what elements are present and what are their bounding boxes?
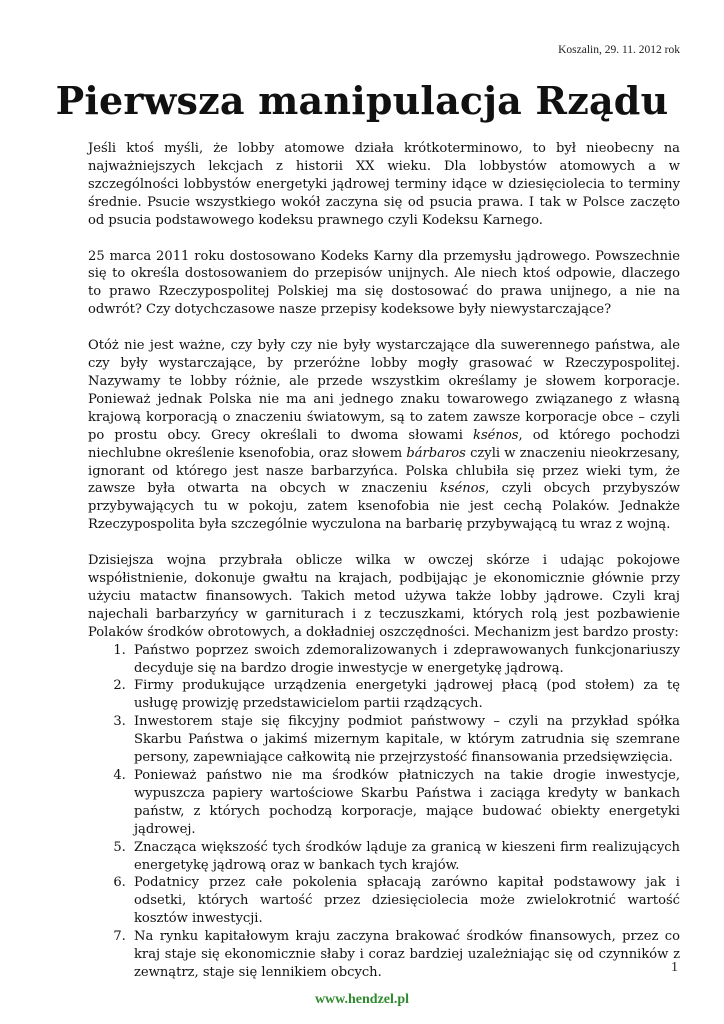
- paragraph-1: Jeśli ktoś myśli, że lobby atomowe działa krótkoterminowo, to był nieobecny na najważniejszych lekcjach z historii XX wieku. Dla lobbystów atomowych a w szczególności lobbystów energetyki jądrowej terminy idące w dziesięciolecia to terminy średnie. Psucie wszystkiego wokół zaczyna się od psucia prawa. I tak w Polsce zaczęto od psucia podstawowego kodeksu prawnego czyli Kodeksu Karnego.: [88, 141, 680, 228]
- list-item: 1. Państwo poprzez swoich zdemoralizowanych i zdeprawowanych funkcjonariuszy decyduje się na bardzo drogie inwestycje w energetykę jądrową.: [130, 642, 680, 678]
- mechanism-list: [88, 642, 680, 982]
- list-item: 7. Na rynku kapitałowym kraju zaczyna brakować środków finansowych, przez co kraj staje się ekonomicznie słaby i coraz bardziej uzależniając się od czynników z zewnątrz, staje się lennikiem obcych.: [130, 928, 680, 982]
- greek-term-barbaros: bárbaros: [406, 445, 466, 461]
- list-item: 3. Inwestorem staje się fikcyjny podmiot państwowy – czyli na przykład spółka Skarbu Państwa o jakimś mizernym kapitale, w którym zatrudnia się szemrane persony, zapewniające całkowitą nie przejrzystość finansowania przedsięwzięcia.: [130, 713, 680, 767]
- article-body: [88, 140, 680, 982]
- paragraph-4: Dzisiejsza wojna przybrała oblicze wilka w owczej skórze i udając pokojowe współistnienie, dokonuje gwałtu na krajach, podbijając je ekonomicznie głównie przy użyciu matactw finansowych. Takich metod używa także lobby jądrowe. Czyli kraj najechali barbarzyńcy w garniturach i z teczuszkami, których rolą jest pozbawienie Polaków środków obrotowych, a dokładniej oszczędności. Mechanizm jest bardzo prosty:: [88, 553, 680, 640]
- list-item: 4. Ponieważ państwo nie ma środków płatniczych na takie drogie inwestycje, wypuszcza papiery wartościowe Skarbu Państwa i zaciąga kredyty w bankach państw, z których pochodzą korporacje, mające budować obiekty energetyki jądrowej.: [130, 767, 680, 839]
- paragraph-3: [88, 337, 680, 534]
- dateline: Koszalin, 29. 11. 2012 rok: [558, 44, 680, 56]
- paragraph-3-text: czyli w znaczeniu nieokrzesany, ignorant od którego jest nasze barbarzyńca. Polska chlubiła się przez wieki tym, że zawsze była otwarta na obcych w znaczeniu: [88, 445, 680, 497]
- page-title: Pierwsza manipulacja Rządu: [55, 78, 669, 123]
- paragraph-3-text: , czyli obcych przybyszów przybywających tu w pokoju, zatem ksenofobia nie jest cechą Polaków. Jednakże Rzeczypospolita była szczególnie wyczulona na barbarię przybywającą tu wraz z wojną.: [88, 481, 680, 533]
- page-number: 1: [671, 960, 678, 975]
- paragraph-2: 25 marca 2011 roku dostosowano Kodeks Karny dla przemysłu jądrowego. Powszechnie się to określa dostosowaniem do przepisów unijnych. Ale niech ktoś odpowie, dlaczego to prawo Rzeczypospolitej Polskiej ma się dostosować do prawa unijnego, a nie na odwrót? Czy dotychczasowe nasze przepisy kodeksowe były niewystarczające?: [88, 248, 680, 318]
- website-link[interactable]: www.hendzel.pl: [314, 992, 410, 1007]
- greek-term-ksenos: ksénos: [473, 427, 519, 443]
- paragraph-3-text: Otóż nie jest ważne, czy były czy nie były wystarczające dla suwerennego państwa, ale czy były wystarczające, by przeróżne lobby mogły grasować w Rzeczypospolitej. Nazywamy te lobby różnie, ale przede wszystkim określamy je słowem korporacje. Ponieważ jednak Polska nie ma ani jednego znaku towarowego związanego z własną krajową korporacją o znaczeniu światowym, są to zatem zawsze korporacje obce – czyli po prostu obcy. Grecy określali to dwoma słowami: [88, 338, 680, 443]
- list-item: 6. Podatnicy przez całe pokolenia spłacają zarówno kapitał podstawowy jak i odsetki, których wartość przez dziesięciolecia może zwielokrotnić wartość kosztów inwestycji.: [130, 874, 680, 928]
- greek-term-ksenos: ksénos: [439, 481, 486, 497]
- list-item: 5. Znacząca większość tych środków ląduje za granicą w kieszeni firm realizujących energetykę jądrową oraz w bankach tych krajów.: [130, 839, 680, 875]
- list-item: 2. Firmy produkujące urządzenia energetyki jądrowej płacą (pod stołem) za tę usługę prowizję przedstawicielom partii rządzących.: [130, 677, 680, 713]
- paragraph-3-text: , od którego pochodzi niechlubne określenie ksenofobia, oraz słowem: [88, 427, 680, 461]
